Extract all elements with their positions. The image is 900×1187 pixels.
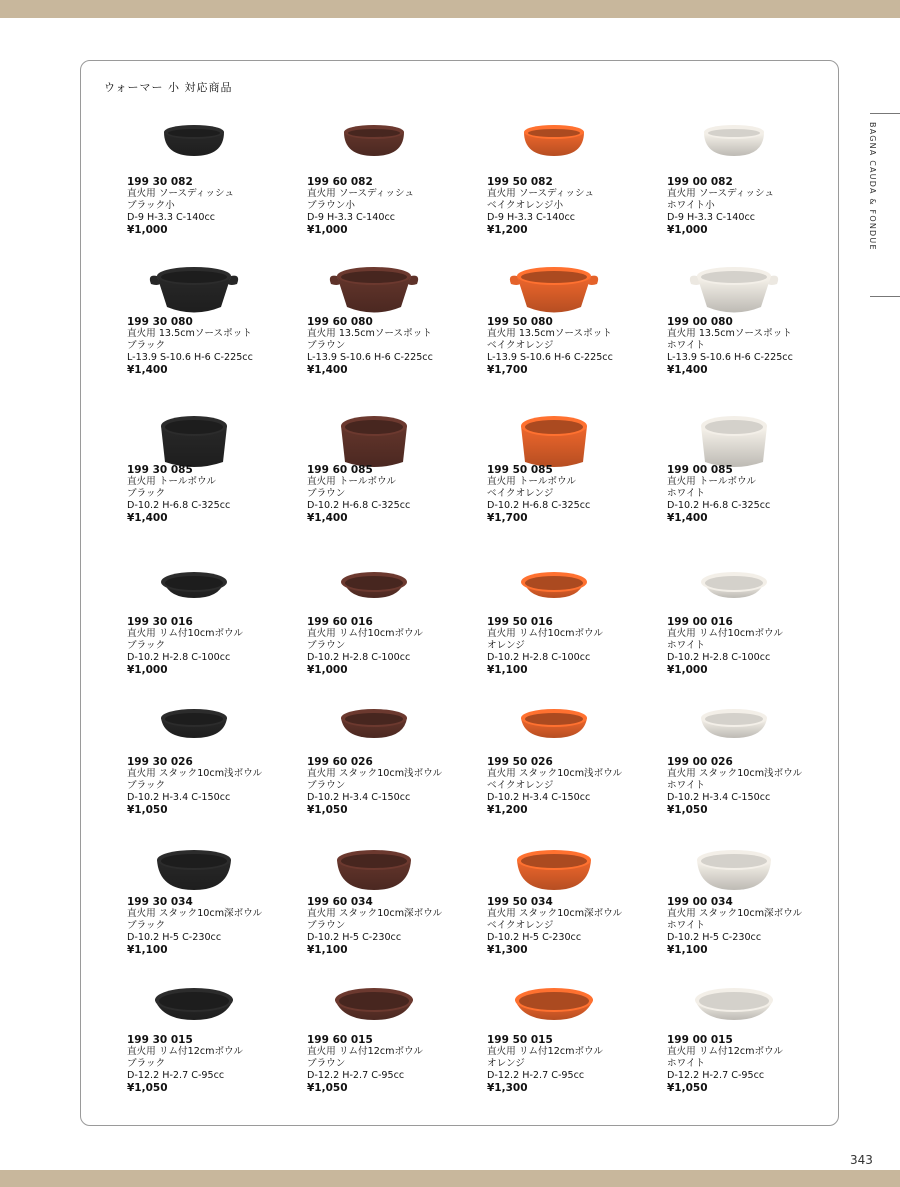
product-color: ホワイト小 xyxy=(667,200,715,211)
product-item xyxy=(487,702,662,832)
product-item xyxy=(667,702,842,832)
product-price: ¥1,400 xyxy=(127,512,168,524)
product-price: ¥1,000 xyxy=(667,664,708,676)
product-price: ¥1,000 xyxy=(127,224,168,236)
product-color: ブラウン xyxy=(307,780,346,791)
product-price: ¥1,000 xyxy=(307,664,348,676)
product-name: 直火用 トールボウル xyxy=(667,476,756,487)
product-name: 直火用 スタック10cm浅ボウル xyxy=(307,768,443,779)
product-spec: D-12.2 H-2.7 C-95cc xyxy=(667,1070,765,1081)
product-image xyxy=(667,262,802,324)
product-spec: D-10.2 H-5 C-230cc xyxy=(487,932,582,943)
product-details xyxy=(487,756,662,816)
product-color: オレンジ xyxy=(487,640,525,651)
product-spec: L-13.9 S-10.6 H-6 C-225cc xyxy=(127,352,253,363)
product-code: 199 00 082 xyxy=(667,176,733,188)
product-name: 直火用 トールボウル xyxy=(307,476,396,487)
product-name: 直火用 スタック10cm深ボウル xyxy=(307,908,443,919)
product-price: ¥1,050 xyxy=(307,1082,348,1094)
product-code: 199 00 026 xyxy=(667,756,733,768)
product-color: ホワイト xyxy=(667,488,706,499)
product-color: ブラック xyxy=(127,1058,166,1069)
product-image xyxy=(487,980,622,1042)
product-item xyxy=(127,842,302,972)
product-item xyxy=(487,262,662,392)
product-code: 199 30 085 xyxy=(127,464,193,476)
product-code: 199 50 026 xyxy=(487,756,553,768)
product-color: ホワイト xyxy=(667,640,706,651)
product-price: ¥1,000 xyxy=(667,224,708,236)
product-details xyxy=(667,616,842,676)
bottom-band xyxy=(0,1170,900,1187)
product-name: 直火用 スタック10cm浅ボウル xyxy=(487,768,623,779)
product-image xyxy=(307,262,442,324)
product-name: 直火用 リム付12cmボウル xyxy=(487,1046,603,1057)
product-details xyxy=(307,1034,482,1094)
product-price: ¥1,050 xyxy=(667,804,708,816)
product-color: ブラック xyxy=(127,488,166,499)
product-name: 直火用 リム付10cmボウル xyxy=(307,628,423,639)
product-details xyxy=(667,896,842,956)
product-spec: D-10.2 H-3.4 C-150cc xyxy=(487,792,591,803)
product-item xyxy=(127,262,302,392)
product-details xyxy=(127,616,302,676)
product-spec: D-10.2 H-5 C-230cc xyxy=(307,932,402,943)
product-price: ¥1,050 xyxy=(127,1082,168,1094)
product-price: ¥1,100 xyxy=(487,664,528,676)
product-code: 199 60 016 xyxy=(307,616,373,628)
product-name: 直火用 スタック10cm浅ボウル xyxy=(667,768,803,779)
product-spec: D-10.2 H-2.8 C-100cc xyxy=(127,652,231,663)
product-item xyxy=(307,562,482,692)
product-spec: D-10.2 H-6.8 C-325cc xyxy=(667,500,771,511)
product-image xyxy=(307,562,442,624)
product-image xyxy=(667,410,802,472)
product-code: 199 00 085 xyxy=(667,464,733,476)
side-category-label: BAGNA CAUDA & FONDUE xyxy=(868,122,877,251)
product-color: ホワイト xyxy=(667,1058,706,1069)
product-item xyxy=(487,842,662,972)
product-code: 199 00 034 xyxy=(667,896,733,908)
product-price: ¥1,300 xyxy=(487,1082,528,1094)
product-details xyxy=(127,464,302,524)
product-code: 199 50 034 xyxy=(487,896,553,908)
product-name: 直火用 リム付12cmボウル xyxy=(127,1046,243,1057)
product-price: ¥1,200 xyxy=(487,224,528,236)
product-price: ¥1,700 xyxy=(487,512,528,524)
product-details xyxy=(667,176,842,236)
product-color: ブラウン xyxy=(307,920,346,931)
product-details xyxy=(667,756,842,816)
product-code: 199 60 085 xyxy=(307,464,373,476)
product-price: ¥1,400 xyxy=(307,512,348,524)
product-name: 直火用 ソースディッシュ xyxy=(667,188,774,199)
product-name: 直火用 13.5cmソースポット xyxy=(127,328,252,339)
product-name: 直火用 トールボウル xyxy=(127,476,216,487)
product-spec: L-13.9 S-10.6 H-6 C-225cc xyxy=(307,352,433,363)
product-color: ブラック xyxy=(127,780,166,791)
product-spec: D-12.2 H-2.7 C-95cc xyxy=(487,1070,585,1081)
product-code: 199 30 016 xyxy=(127,616,193,628)
product-price: ¥1,100 xyxy=(667,944,708,956)
product-spec: L-13.9 S-10.6 H-6 C-225cc xyxy=(667,352,793,363)
product-image xyxy=(307,410,442,472)
product-details xyxy=(307,896,482,956)
product-details xyxy=(127,1034,302,1094)
product-name: 直火用 ソースディッシュ xyxy=(487,188,594,199)
product-name: 直火用 スタック10cm浅ボウル xyxy=(127,768,263,779)
product-spec: D-10.2 H-5 C-230cc xyxy=(667,932,762,943)
product-name: 直火用 13.5cmソースポット xyxy=(307,328,432,339)
product-color: オレンジ xyxy=(487,1058,525,1069)
product-price: ¥1,400 xyxy=(307,364,348,376)
product-color: ブラウン xyxy=(307,340,346,351)
product-price: ¥1,100 xyxy=(307,944,348,956)
product-name: 直火用 13.5cmソースポット xyxy=(487,328,612,339)
top-band xyxy=(0,0,900,18)
product-spec: D-9 H-3.3 C-140cc xyxy=(127,212,216,223)
product-details xyxy=(127,176,302,236)
product-item xyxy=(307,842,482,972)
product-spec: D-10.2 H-6.8 C-325cc xyxy=(487,500,591,511)
product-details xyxy=(487,464,662,524)
product-spec: D-9 H-3.3 C-140cc xyxy=(667,212,756,223)
product-spec: D-10.2 H-2.8 C-100cc xyxy=(487,652,591,663)
product-image xyxy=(667,702,802,764)
product-item xyxy=(667,980,842,1110)
product-image xyxy=(487,262,622,324)
product-spec: D-9 H-3.3 C-140cc xyxy=(307,212,396,223)
product-name: 直火用 トールボウル xyxy=(487,476,576,487)
product-name: 直火用 リム付12cmボウル xyxy=(667,1046,783,1057)
product-item xyxy=(127,122,302,252)
page-number: 343 xyxy=(850,1153,873,1167)
product-price: ¥1,400 xyxy=(667,364,708,376)
product-code: 199 50 085 xyxy=(487,464,553,476)
product-color: ホワイト xyxy=(667,780,706,791)
product-item xyxy=(667,842,842,972)
product-name: 直火用 リム付10cmボウル xyxy=(667,628,783,639)
product-name: 直火用 リム付12cmボウル xyxy=(307,1046,423,1057)
product-item xyxy=(667,122,842,252)
product-color: ホワイト xyxy=(667,920,706,931)
product-color: ブラウン小 xyxy=(307,200,355,211)
product-image xyxy=(487,842,622,904)
product-color: ブラウン xyxy=(307,1058,346,1069)
product-color: ブラック xyxy=(127,340,166,351)
product-details xyxy=(127,896,302,956)
product-price: ¥1,050 xyxy=(127,804,168,816)
product-price: ¥1,200 xyxy=(487,804,528,816)
product-code: 199 60 015 xyxy=(307,1034,373,1046)
product-details xyxy=(127,756,302,816)
product-code: 199 60 026 xyxy=(307,756,373,768)
product-code: 199 00 016 xyxy=(667,616,733,628)
side-rule-bottom xyxy=(870,296,900,297)
product-code: 199 00 080 xyxy=(667,316,733,328)
product-details xyxy=(307,316,482,376)
product-image xyxy=(127,410,262,472)
product-spec: D-12.2 H-2.7 C-95cc xyxy=(307,1070,405,1081)
product-image xyxy=(127,122,262,184)
product-item xyxy=(487,410,662,540)
product-spec: D-10.2 H-3.4 C-150cc xyxy=(667,792,771,803)
product-color: ベイクオレンジ xyxy=(487,488,554,499)
product-code: 199 50 015 xyxy=(487,1034,553,1046)
product-price: ¥1,000 xyxy=(307,224,348,236)
product-code: 199 60 080 xyxy=(307,316,373,328)
product-code: 199 60 034 xyxy=(307,896,373,908)
product-price: ¥1,700 xyxy=(487,364,528,376)
product-color: ブラック xyxy=(127,640,166,651)
product-item xyxy=(307,702,482,832)
product-image xyxy=(307,842,442,904)
product-item xyxy=(667,410,842,540)
product-image xyxy=(667,842,802,904)
product-item xyxy=(127,410,302,540)
product-name: 直火用 ソースディッシュ xyxy=(307,188,414,199)
product-name: 直火用 スタック10cm深ボウル xyxy=(127,908,263,919)
product-color: ブラック小 xyxy=(127,200,175,211)
product-image xyxy=(307,980,442,1042)
product-details xyxy=(487,1034,662,1094)
product-image xyxy=(487,410,622,472)
product-color: ブラウン xyxy=(307,488,346,499)
product-item xyxy=(307,122,482,252)
product-name: 直火用 ソースディッシュ xyxy=(127,188,234,199)
product-details xyxy=(487,176,662,236)
product-price: ¥1,300 xyxy=(487,944,528,956)
product-item xyxy=(127,980,302,1110)
product-price: ¥1,050 xyxy=(307,804,348,816)
product-item xyxy=(487,980,662,1110)
product-item xyxy=(127,702,302,832)
product-image xyxy=(487,122,622,184)
product-item xyxy=(307,262,482,392)
product-details xyxy=(667,316,842,376)
product-spec: D-10.2 H-3.4 C-150cc xyxy=(307,792,411,803)
product-item xyxy=(487,122,662,252)
product-details xyxy=(307,756,482,816)
product-spec: D-10.2 H-5 C-230cc xyxy=(127,932,222,943)
product-image xyxy=(487,702,622,764)
product-code: 199 30 034 xyxy=(127,896,193,908)
product-spec: D-10.2 H-6.8 C-325cc xyxy=(127,500,231,511)
product-image xyxy=(667,122,802,184)
product-code: 199 30 080 xyxy=(127,316,193,328)
product-spec: D-10.2 H-3.4 C-150cc xyxy=(127,792,231,803)
side-rule-top xyxy=(870,113,900,114)
product-code: 199 30 015 xyxy=(127,1034,193,1046)
product-image xyxy=(127,980,262,1042)
product-price: ¥1,000 xyxy=(127,664,168,676)
product-item xyxy=(307,980,482,1110)
product-color: ホワイト xyxy=(667,340,706,351)
product-spec: D-10.2 H-2.8 C-100cc xyxy=(307,652,411,663)
product-details xyxy=(307,616,482,676)
product-color: ブラウン xyxy=(307,640,346,651)
product-name: 直火用 リム付10cmボウル xyxy=(487,628,603,639)
product-details xyxy=(667,464,842,524)
product-name: 直火用 リム付10cmボウル xyxy=(127,628,243,639)
product-item xyxy=(667,262,842,392)
product-spec: D-12.2 H-2.7 C-95cc xyxy=(127,1070,225,1081)
section-title: ウォーマー 小 対応商品 xyxy=(104,81,233,94)
product-image xyxy=(307,122,442,184)
product-details xyxy=(487,616,662,676)
product-image xyxy=(487,562,622,624)
product-details xyxy=(667,1034,842,1094)
product-spec: L-13.9 S-10.6 H-6 C-225cc xyxy=(487,352,613,363)
product-image xyxy=(667,980,802,1042)
product-details xyxy=(307,464,482,524)
product-image xyxy=(127,702,262,764)
product-price: ¥1,400 xyxy=(127,364,168,376)
product-image xyxy=(127,842,262,904)
product-color: ブラック xyxy=(127,920,166,931)
product-item xyxy=(667,562,842,692)
product-details xyxy=(307,176,482,236)
product-details xyxy=(487,316,662,376)
product-price: ¥1,400 xyxy=(667,512,708,524)
product-item xyxy=(127,562,302,692)
product-code: 199 00 015 xyxy=(667,1034,733,1046)
product-item xyxy=(307,410,482,540)
product-name: 直火用 スタック10cm深ボウル xyxy=(487,908,623,919)
product-color: ベイクオレンジ xyxy=(487,780,554,791)
product-image xyxy=(127,262,262,324)
product-spec: D-10.2 H-2.8 C-100cc xyxy=(667,652,771,663)
product-item xyxy=(487,562,662,692)
product-image xyxy=(307,702,442,764)
product-code: 199 50 016 xyxy=(487,616,553,628)
product-color: ベイクオレンジ小 xyxy=(487,200,564,211)
product-name: 直火用 スタック10cm深ボウル xyxy=(667,908,803,919)
product-image xyxy=(127,562,262,624)
product-code: 199 60 082 xyxy=(307,176,373,188)
product-price: ¥1,050 xyxy=(667,1082,708,1094)
product-price: ¥1,100 xyxy=(127,944,168,956)
product-code: 199 30 026 xyxy=(127,756,193,768)
product-spec: D-9 H-3.3 C-140cc xyxy=(487,212,576,223)
product-code: 199 50 082 xyxy=(487,176,553,188)
product-image xyxy=(667,562,802,624)
product-details xyxy=(487,896,662,956)
product-color: ベイクオレンジ xyxy=(487,340,554,351)
product-name: 直火用 13.5cmソースポット xyxy=(667,328,792,339)
product-color: ベイクオレンジ xyxy=(487,920,554,931)
product-code: 199 50 080 xyxy=(487,316,553,328)
product-details xyxy=(127,316,302,376)
product-spec: D-10.2 H-6.8 C-325cc xyxy=(307,500,411,511)
product-code: 199 30 082 xyxy=(127,176,193,188)
